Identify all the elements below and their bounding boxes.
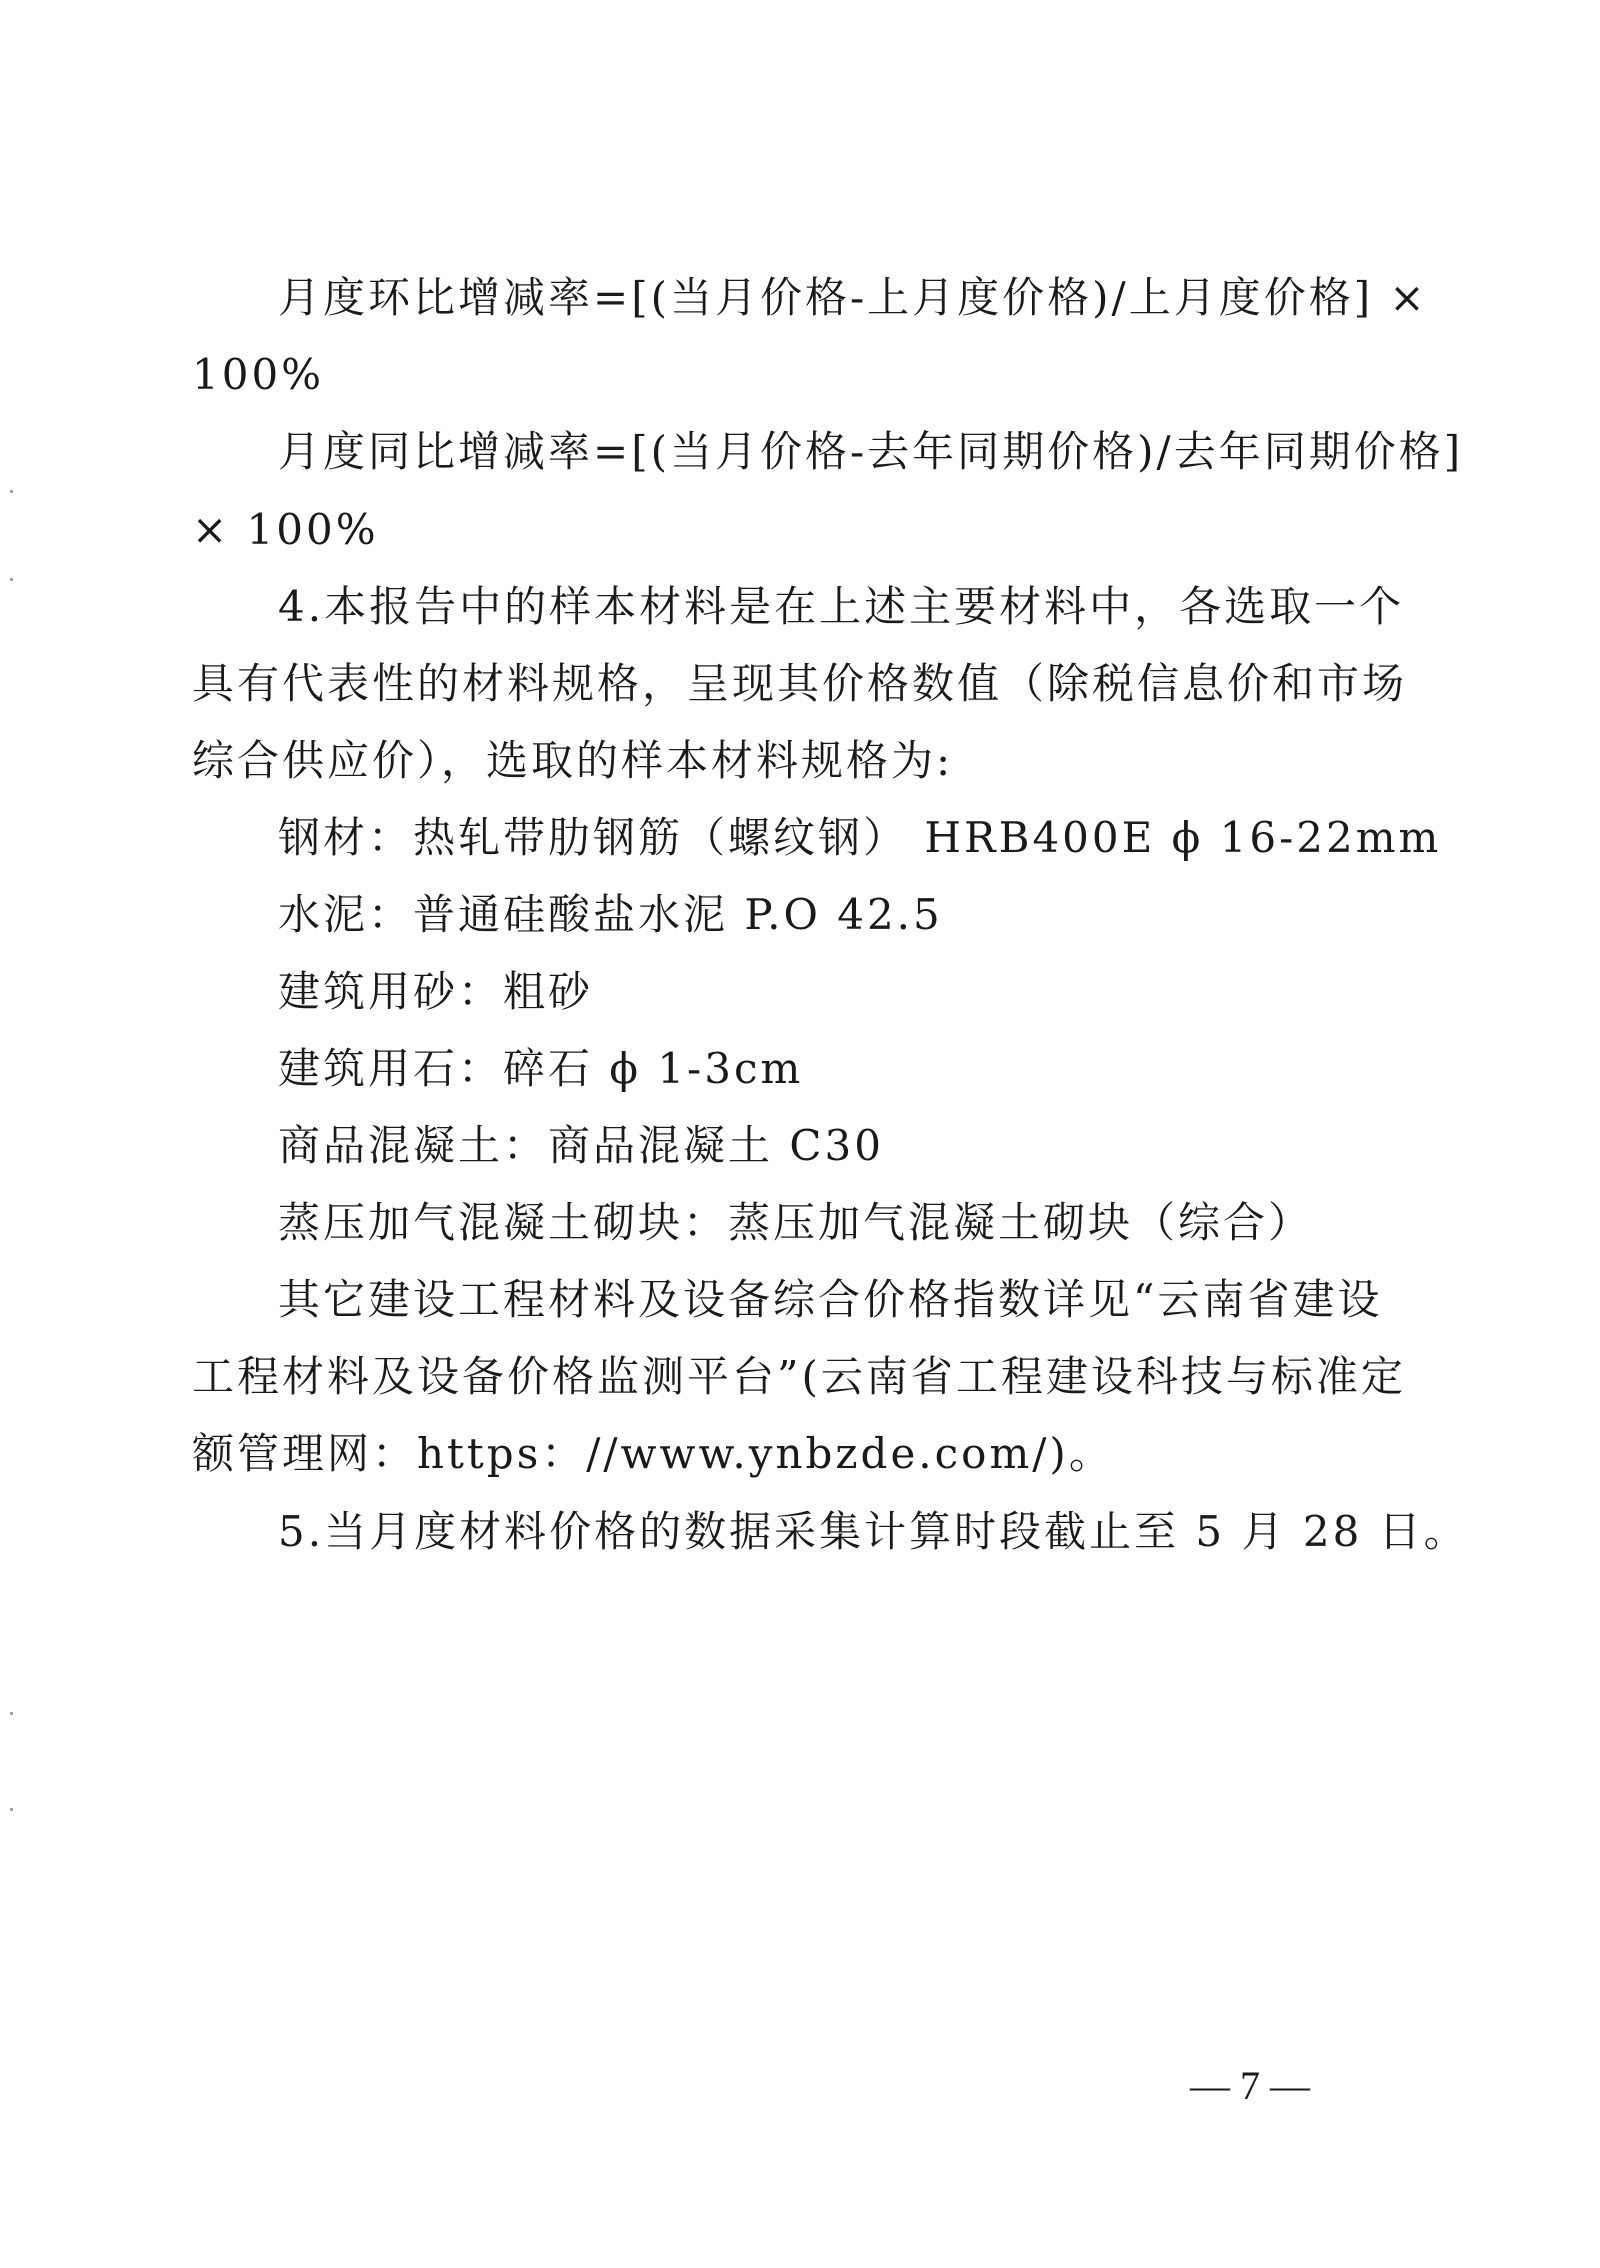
margin-scan-mark bbox=[10, 1712, 13, 1715]
paragraph-4-line-3: 综合供应价），选取的样本材料规格为: bbox=[192, 736, 954, 785]
other-materials-line-3: 额管理网：https：//www.ynbzde.com/)。 bbox=[192, 1429, 1114, 1478]
other-materials-line-2: 工程材料及设备价格监测平台”(云南省工程建设科技与标准定 bbox=[192, 1352, 1406, 1401]
formula-mom-line: 月度环比增减率=[(当月价格-上月度价格)/上月度价格] × bbox=[278, 273, 1428, 322]
margin-scan-mark bbox=[10, 578, 13, 581]
formula-yoy-line: 月度同比增减率=[(当月价格-去年同期价格)/去年同期价格] bbox=[278, 427, 1464, 476]
page-number: — 7 — bbox=[1190, 2063, 1310, 2108]
sample-steel: 钢材：热轧带肋钢筋（螺纹钢） HRB400E ϕ 16-22mm bbox=[278, 813, 1442, 862]
margin-scan-mark bbox=[10, 490, 13, 493]
sample-stone: 建筑用石：碎石 ϕ 1-3cm bbox=[278, 1044, 804, 1093]
formula-mom-continuation: 100% bbox=[192, 350, 325, 399]
other-materials-line-1: 其它建设工程材料及设备综合价格指数详见“云南省建设 bbox=[278, 1275, 1383, 1324]
paragraph-4-line-1: 4.本报告中的样本材料是在上述主要材料中，各选取一个 bbox=[278, 582, 1405, 631]
formula-yoy-continuation: × 100% bbox=[192, 505, 379, 554]
sample-cement: 水泥：普通硅酸盐水泥 P.O 42.5 bbox=[278, 890, 943, 939]
margin-scan-mark bbox=[10, 1808, 13, 1811]
sample-concrete: 商品混凝土：商品混凝土 C30 bbox=[278, 1121, 884, 1170]
sample-sand: 建筑用砂：粗砂 bbox=[278, 967, 594, 1016]
paragraph-5: 5.当月度材料价格的数据采集计算时段截止至 5 月 28 日。 bbox=[278, 1507, 1469, 1556]
sample-aerated-block: 蒸压加气混凝土砌块：蒸压加气混凝土砌块（综合） bbox=[278, 1198, 1314, 1247]
paragraph-4-line-2: 具有代表性的材料规格，呈现其价格数值（除税信息价和市场 bbox=[192, 659, 1408, 708]
